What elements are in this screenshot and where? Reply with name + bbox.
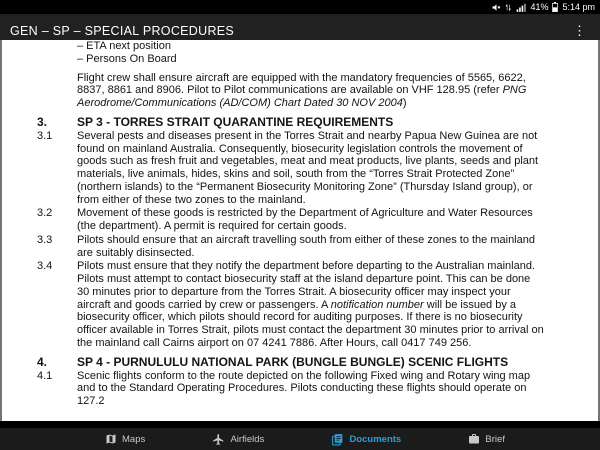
tab-airfields[interactable]: [212, 433, 264, 446]
clause-paragraph: [2, 207, 598, 233]
clause-number: 3.3: [37, 233, 53, 246]
tab-label: Maps: [122, 433, 146, 445]
clause-text: SP 3 - TORRES STRAIT QUARANTINE REQUIREMENTS: [77, 114, 394, 129]
tab-label: Brief: [485, 433, 505, 445]
status-time: 5:14 pm: [562, 2, 595, 12]
documents-icon: [331, 433, 344, 446]
clause-paragraph: [2, 370, 598, 408]
section-heading: [2, 115, 598, 129]
clause-number: [37, 72, 77, 110]
clause-text: Movement of these goods is restricted by the Department of Agriculture and Water Resources (the department). A permit is required for certain goods.: [77, 207, 533, 232]
battery-icon: [552, 2, 558, 12]
clause-number: 3.: [37, 114, 48, 129]
clause-number: 4.1: [37, 369, 53, 382]
tab-brief[interactable]: [468, 433, 505, 445]
airplane-icon: [212, 433, 225, 446]
dash-list-item: [2, 40, 598, 53]
tab-label: Airfields: [230, 433, 265, 445]
signal-icon: [516, 3, 526, 12]
clause-text: – Persons On Board: [77, 52, 177, 65]
section-heading: [2, 355, 598, 369]
data-arrows-icon: [505, 3, 512, 12]
page-title: GEN – SP – SPECIAL PROCEDURES: [10, 23, 235, 38]
clause-number: 3.2: [37, 207, 53, 220]
status-bar: [0, 0, 600, 14]
clause-text: Pilots must ensure that they notify the department before departing to the Australian mainland. Pilots must attempt to contact biosecurity staff at the island departure point. This can be done 30 minutes prior to departure from the Torres Strait. A biosecurity officer may inspect your aircraft and goods carried by crew or passengers. A notification number will be issued by a biosecurity officer, which pilots should record for auditing purposes. If there is no biosecurity officer available in Torres Strait, pilots must contact the department 30 minutes prior to arrival on the mainland call Cairns airport on 07 4241 7886. After Hours, call 0417 749 256.: [77, 260, 544, 349]
clause-text: SP 4 - PURNULULU NATIONAL PARK (BUNGLE BUNGLE) SCENIC FLIGHTS: [77, 354, 509, 369]
clause-number: [37, 40, 77, 53]
clause-paragraph: [2, 260, 598, 349]
clause-paragraph: [2, 72, 598, 110]
mute-icon: [492, 3, 501, 12]
battery-percent: 41%: [530, 2, 549, 12]
clause-text: Pilots should ensure that an aircraft travelling south from either of these zones to the mainland are suitably disinsected.: [77, 233, 535, 259]
document-content: [2, 40, 598, 408]
clause-paragraph: [2, 130, 598, 207]
document-viewport[interactable]: [0, 40, 600, 421]
clause-number: [37, 53, 77, 66]
dash-list-item: [2, 53, 598, 66]
clause-text: – ETA next position: [77, 40, 171, 52]
clause-paragraph: [2, 234, 598, 260]
tab-maps[interactable]: [105, 433, 145, 445]
map-icon: [105, 433, 117, 445]
overflow-menu-icon[interactable]: ⋮: [573, 23, 586, 38]
tab-label: Documents: [349, 433, 402, 445]
clause-number: 3.1: [37, 129, 53, 142]
clause-text: Flight crew shall ensure aircraft are equipped with the mandatory frequencies of 5565, 6622, 8837, 8861 and 8906. Pilot to Pilot communications are available on VHF 128.95 (refer PNG Aerodrome/Communications (AD/COM) Chart Dated 30 NOV 2004): [77, 71, 527, 109]
tab-documents[interactable]: [331, 433, 401, 446]
bottom-navigation: [0, 428, 600, 450]
clause-number: 4.: [37, 354, 48, 369]
clause-text: Several pests and diseases present in the Torres Strait and nearby Papua New Guinea are not found on mainland Australia. Consequently, biosecurity legislation controls the movement of goods such as fresh fruit and vegetables, meat and meat products, live plants, seeds and plant materials, live animals, hides, skins and soil, south from the “Torres Strait Protected Zone” (northern islands) to the “Permanent Biosecurity Monitoring Zone” (Thursday Island group), or from either of these two zones to the mainland.: [77, 129, 539, 206]
briefcase-icon: [468, 433, 480, 445]
clause-number: 3.4: [37, 260, 53, 273]
clause-text: Scenic flights conform to the route depicted on the following Fixed wing and Rotary wing map and to the Standard Operating Procedures. Pilots conducting these flights should operate on 127.2: [77, 369, 531, 407]
